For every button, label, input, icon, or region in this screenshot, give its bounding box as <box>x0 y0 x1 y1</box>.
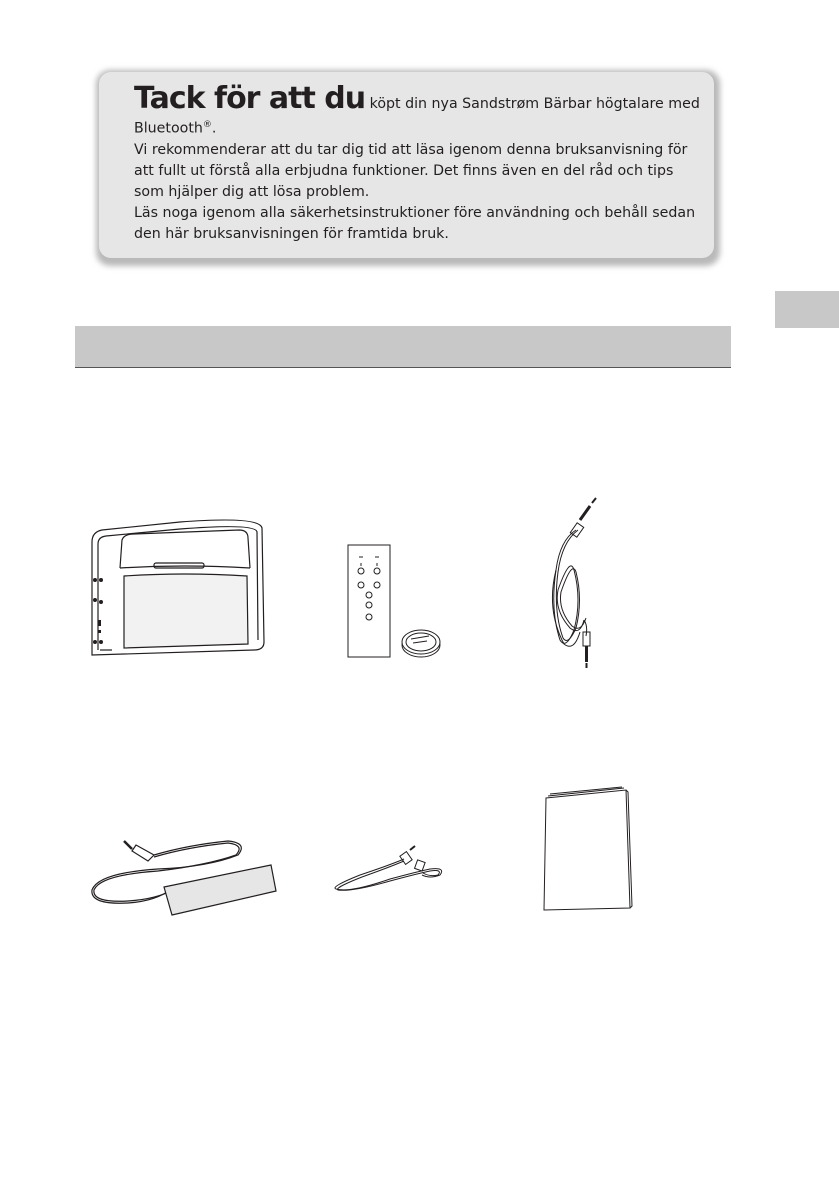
intro-title: Tack för att du <box>134 81 366 116</box>
intro-lead-line2: Bluetooth®. <box>134 120 217 137</box>
language-side-tab <box>775 291 839 328</box>
intro-paragraph-2: Vi rekommenderar att du tar dig tid att läsa igenom denna bruksanvisning för att fullt ut förstå alla erbjudna funktioner. Det finns även en del råd och tips som hjälper dig att lösa problem. <box>134 141 688 200</box>
power-adapter-illustration <box>88 835 283 917</box>
intro-lead <box>134 81 704 116</box>
intro-paragraph-3: Läs noga igenom alla säkerhetsinstruktioner före användning och behåll sedan den här bruksanvisningen för framtida bruk. <box>134 204 696 242</box>
intro-text <box>134 81 704 245</box>
section-heading-bar <box>75 326 731 368</box>
intro-lead-text: köpt din nya Sandstrøm Bärbar högtalare med <box>365 96 700 112</box>
remote-and-battery-illustration <box>345 543 445 661</box>
audio-cable-illustration <box>530 500 620 670</box>
usb-cable-illustration <box>330 845 450 895</box>
manual-booklet-illustration <box>542 786 634 916</box>
speaker-illustration <box>84 510 274 660</box>
registered-mark: ® <box>202 120 212 130</box>
